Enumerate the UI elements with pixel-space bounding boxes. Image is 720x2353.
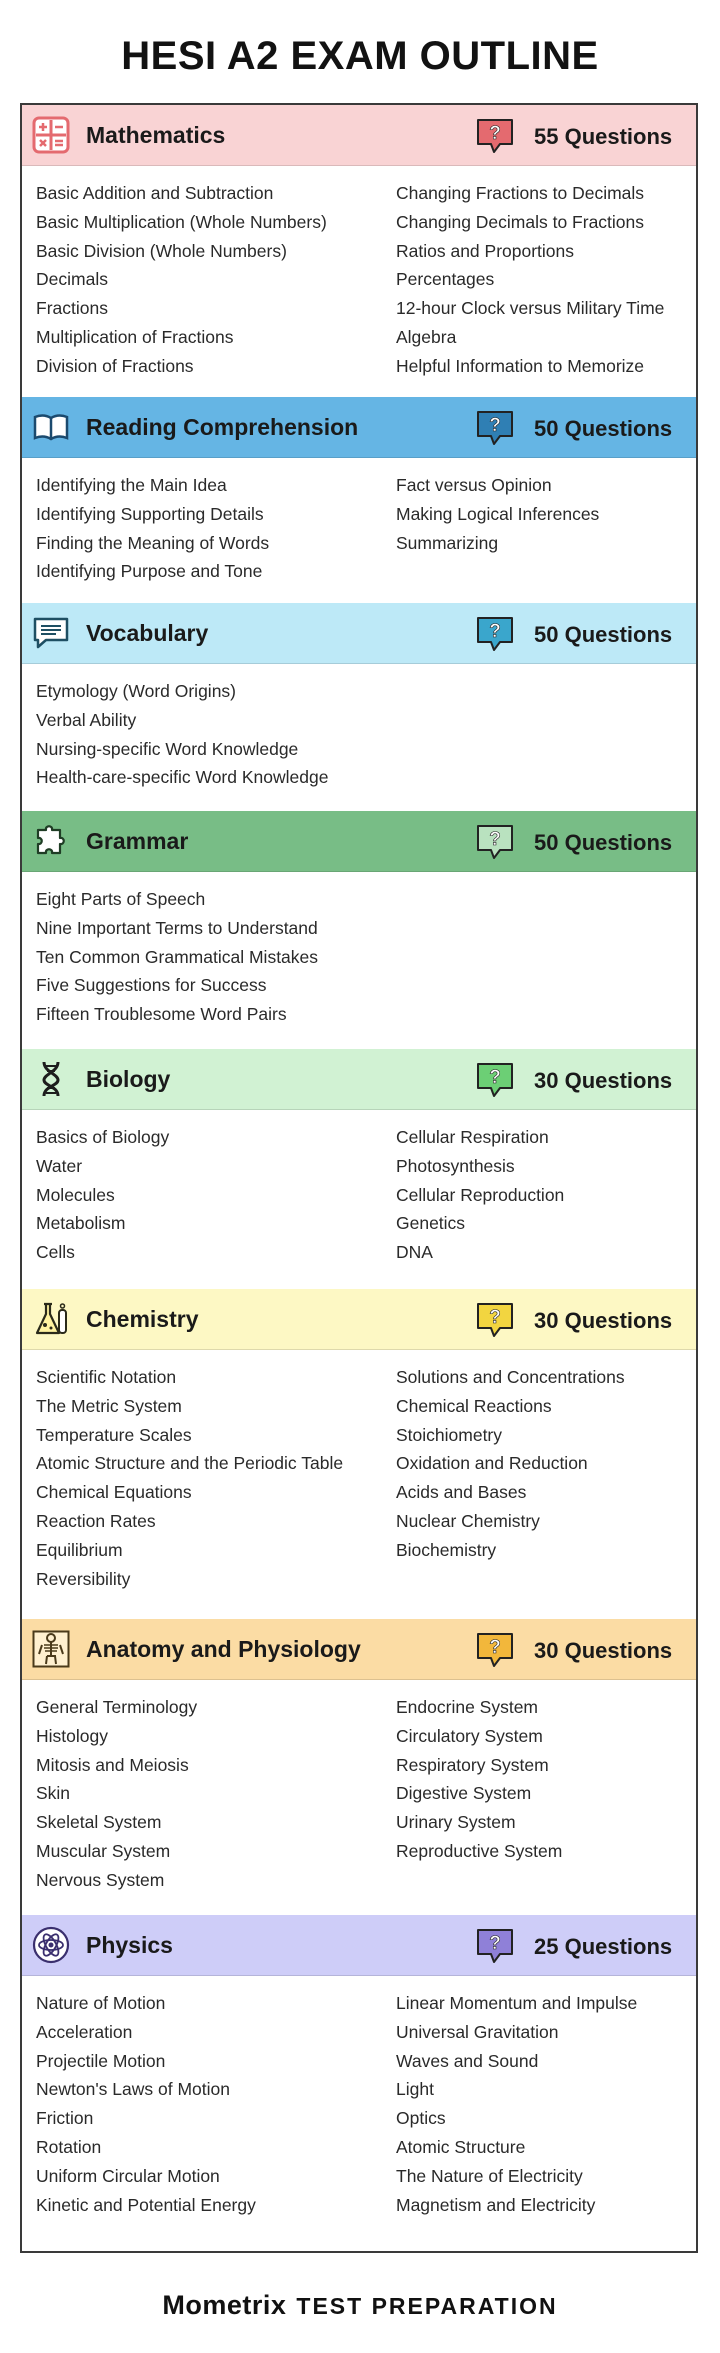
topic-item: Urinary System — [396, 1812, 516, 1833]
section-title: Reading Comprehension — [86, 414, 359, 440]
dna-icon — [32, 1060, 70, 1098]
topic-item: Nervous System — [36, 1869, 165, 1890]
question-count: 25 Questions — [534, 1934, 673, 1959]
topic-item: Identifying Supporting Details — [36, 503, 264, 524]
svg-text:?: ? — [489, 1307, 501, 1328]
brand-tagline: TEST PREPARATION — [296, 2293, 558, 2319]
topic-item: Acids and Bases — [396, 1482, 527, 1503]
section-vocabulary — [22, 603, 696, 788]
topic-item: Multiplication of Fractions — [36, 326, 234, 347]
topic-item: Atomic Structure — [396, 2136, 526, 2157]
svg-text:?: ? — [489, 1933, 501, 1954]
topic-item: Photosynthesis — [396, 1155, 515, 1176]
topic-item: Rotation — [36, 2136, 102, 2157]
topic-item: Fact versus Opinion — [396, 475, 552, 495]
section-title: Biology — [86, 1066, 171, 1092]
topic-column-left — [36, 677, 328, 792]
topic-item: Digestive System — [396, 1783, 532, 1804]
topic-item: Cellular Reproduction — [396, 1184, 565, 1205]
topic-item: Biochemistry — [396, 1539, 497, 1560]
topic-column-left — [36, 179, 327, 381]
topic-item: Nature of Motion — [36, 1993, 166, 2013]
speech-bubble-icon — [32, 614, 70, 652]
section-title: Chemistry — [86, 1306, 199, 1332]
topic-item: Etymology (Word Origins) — [36, 681, 237, 701]
topic-item: Basics of Biology — [36, 1127, 170, 1147]
topic-item: Uniform Circular Motion — [36, 2165, 220, 2186]
brand-logo: Mometrix — [162, 2290, 287, 2320]
topic-item: Newton's Laws of Motion — [36, 2079, 230, 2100]
topic-item: Atomic Structure and the Periodic Table — [36, 1453, 344, 1474]
topic-item: Acceleration — [36, 2021, 133, 2042]
section-title: Grammar — [86, 828, 189, 854]
topic-item: Basic Addition and Subtraction — [36, 183, 274, 203]
topic-item: Finding the Meaning of Words — [36, 532, 270, 553]
section-header — [22, 1915, 696, 1976]
topic-item: Reversibility — [36, 1568, 131, 1589]
topic-item: Changing Decimals to Fractions — [396, 211, 645, 232]
topic-item: Cells — [36, 1242, 75, 1263]
topic-item: Waves and Sound — [396, 2050, 539, 2071]
flask-icon — [32, 1300, 70, 1338]
topic-item: Verbal Ability — [36, 709, 137, 730]
calculator-icon — [32, 116, 70, 154]
topic-item: Basic Division (Whole Numbers) — [36, 240, 287, 261]
exam-outline — [20, 103, 698, 2253]
topic-item: Nuclear Chemistry — [396, 1510, 540, 1531]
topic-column-right — [396, 1989, 637, 2219]
open-book-icon — [32, 408, 70, 446]
section-header — [22, 397, 696, 458]
topic-item: Cellular Respiration — [396, 1127, 549, 1147]
topic-item: Friction — [36, 2108, 94, 2129]
topic-item: Algebra — [396, 326, 457, 347]
question-count: 30 Questions — [534, 1068, 673, 1093]
topic-column-left — [36, 1693, 197, 1895]
topic-item: Chemical Equations — [36, 1482, 192, 1503]
section-title: Vocabulary — [86, 620, 209, 646]
topic-item: Fifteen Troublesome Word Pairs — [36, 1004, 287, 1025]
topic-item: Linear Momentum and Impulse — [396, 1993, 638, 2013]
question-count: 50 Questions — [534, 416, 673, 441]
topic-item: Identifying Purpose and Tone — [36, 561, 263, 582]
svg-text:?: ? — [489, 1067, 501, 1088]
section-chemistry — [22, 1289, 696, 1589]
svg-text:?: ? — [489, 829, 501, 850]
topic-item: Genetics — [396, 1213, 466, 1234]
topic-item: Fractions — [36, 298, 108, 319]
topic-item: Identifying the Main Idea — [36, 475, 227, 495]
topic-item: Stoichiometry — [396, 1424, 503, 1445]
topic-column-left — [36, 1123, 169, 1267]
topic-item: Ten Common Grammatical Mistakes — [36, 946, 319, 967]
topic-item: 12-hour Clock versus Military Time — [396, 298, 665, 319]
topic-item: Skeletal System — [36, 1812, 162, 1833]
question-icon — [474, 117, 516, 155]
topic-item: Health-care-specific Word Knowledge — [36, 767, 329, 788]
topic-item: Reaction Rates — [36, 1510, 156, 1531]
topic-item: Projectile Motion — [36, 2050, 166, 2071]
question-icon — [474, 615, 516, 653]
topic-item: Division of Fractions — [36, 355, 194, 376]
section-physics — [22, 1915, 696, 2215]
topic-item: Summarizing — [396, 532, 499, 553]
section-anatomy-and-physiology — [22, 1619, 696, 1890]
topic-item: Reproductive System — [396, 1840, 563, 1861]
topic-item: Oxidation and Reduction — [396, 1453, 588, 1474]
topic-item: Universal Gravitation — [396, 2021, 559, 2042]
topic-item: Circulatory System — [396, 1725, 543, 1746]
section-header — [22, 603, 696, 664]
section-grammar — [22, 811, 696, 1025]
atom-icon — [32, 1926, 70, 1964]
topic-column-right — [396, 471, 599, 557]
section-title: Physics — [86, 1932, 173, 1958]
section-title: Anatomy and Physiology — [86, 1636, 361, 1662]
topic-item: Muscular System — [36, 1840, 171, 1861]
svg-text:?: ? — [489, 415, 501, 436]
topic-item: Decimals — [36, 269, 108, 290]
topic-item: Equilibrium — [36, 1539, 123, 1560]
question-count: 50 Questions — [534, 622, 673, 647]
topic-item: Metabolism — [36, 1213, 126, 1234]
topic-column-right — [396, 1363, 625, 1565]
topic-item: Skin — [36, 1783, 71, 1804]
topic-item: Water — [36, 1155, 83, 1176]
topic-item: Kinetic and Potential Energy — [36, 2194, 256, 2215]
topic-item: Solutions and Concentrations — [396, 1367, 625, 1387]
topic-item: Percentages — [396, 269, 495, 290]
question-icon — [474, 409, 516, 447]
question-icon — [474, 1061, 516, 1099]
topic-column-right — [396, 1123, 564, 1267]
topic-item: Scientific Notation — [36, 1367, 177, 1387]
topic-column-left — [36, 1989, 256, 2219]
section-reading-comprehension — [22, 397, 696, 582]
topic-item: Making Logical Inferences — [396, 503, 600, 524]
topic-item: Magnetism and Electricity — [396, 2194, 596, 2215]
svg-text:?: ? — [489, 1637, 501, 1658]
topic-column-right — [396, 179, 664, 381]
section-title: Mathematics — [86, 122, 226, 148]
topic-item: Respiratory System — [396, 1754, 549, 1775]
question-icon — [474, 1301, 516, 1339]
section-header — [22, 811, 696, 872]
topic-column-left — [36, 1363, 343, 1593]
section-header — [22, 105, 696, 166]
section-mathematics — [22, 105, 696, 376]
topic-item: Temperature Scales — [36, 1424, 192, 1445]
topic-column-left — [36, 885, 318, 1029]
topic-item: Mitosis and Meiosis — [36, 1754, 189, 1775]
topic-item: Changing Fractions to Decimals — [396, 183, 645, 203]
skeleton-icon — [32, 1630, 70, 1668]
section-header — [22, 1289, 696, 1350]
topic-item: Helpful Information to Memorize — [396, 355, 645, 376]
question-icon — [474, 1927, 516, 1965]
topic-item: Five Suggestions for Success — [36, 975, 267, 996]
puzzle-piece-icon — [32, 822, 70, 860]
question-count: 30 Questions — [534, 1638, 673, 1663]
question-icon — [474, 823, 516, 861]
topic-item: Eight Parts of Speech — [36, 889, 206, 909]
topic-item: Ratios and Proportions — [396, 240, 575, 261]
section-header — [22, 1619, 696, 1680]
topic-column-right — [396, 1693, 562, 1866]
topic-item: Nursing-specific Word Knowledge — [36, 738, 299, 759]
topic-item: Basic Multiplication (Whole Numbers) — [36, 211, 327, 232]
topic-item: General Terminology — [36, 1697, 198, 1717]
question-icon — [474, 1631, 516, 1669]
svg-text:?: ? — [489, 123, 501, 144]
topic-item: Optics — [396, 2108, 446, 2129]
topic-item: Nine Important Terms to Understand — [36, 917, 318, 938]
topic-item: Histology — [36, 1725, 108, 1746]
topic-item: The Metric System — [36, 1395, 182, 1416]
question-count: 30 Questions — [534, 1308, 673, 1333]
page-title: HESI A2 EXAM OUTLINE — [121, 34, 599, 78]
section-biology — [22, 1049, 696, 1263]
topic-item: DNA — [396, 1242, 433, 1263]
topic-item: The Nature of Electricity — [396, 2165, 583, 2186]
question-count: 55 Questions — [534, 124, 673, 149]
footer — [0, 2290, 720, 2321]
topic-item: Molecules — [36, 1184, 115, 1205]
topic-item: Chemical Reactions — [396, 1395, 552, 1416]
topic-item: Light — [396, 2079, 434, 2100]
svg-text:?: ? — [489, 621, 501, 642]
topic-column-left — [36, 471, 269, 586]
topic-item: Endocrine System — [396, 1697, 539, 1717]
question-count: 50 Questions — [534, 830, 673, 855]
section-header — [22, 1049, 696, 1110]
